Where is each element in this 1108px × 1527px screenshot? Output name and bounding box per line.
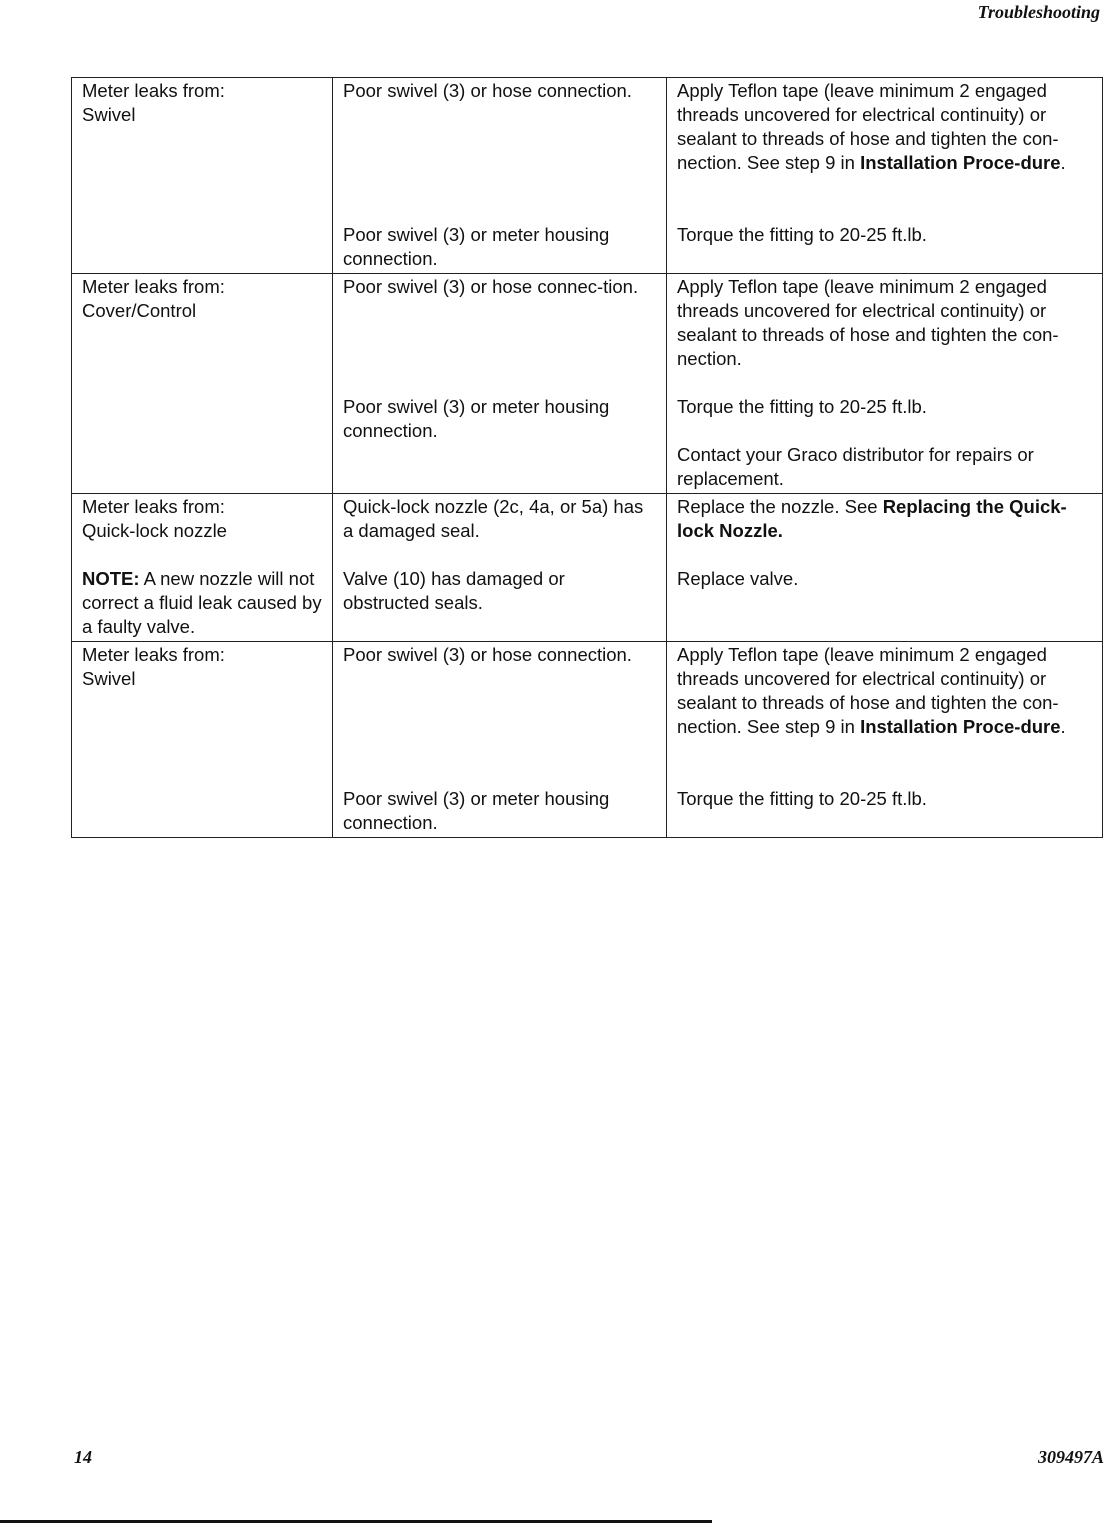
problem-cell (72, 642, 333, 838)
solution-text: Replace the nozzle. See Replacing the Quick-lock Nozzle. (677, 496, 1067, 541)
cause-cell (333, 494, 667, 642)
problem-cell (72, 274, 333, 494)
problem-text: Meter leaks from: Swivel (82, 80, 225, 125)
problem-cell (72, 494, 333, 642)
table-row (72, 642, 1103, 838)
reference-bold: Installation Proce-dure (860, 152, 1061, 173)
table-row (72, 274, 1103, 494)
problem-text: Meter leaks from: Cover/Control (82, 276, 225, 321)
cause-text: Poor swivel (3) or meter housing connection. (343, 224, 610, 269)
solution-cell (667, 494, 1103, 642)
note-text: NOTE: A new nozzle will not correct a fluid leak caused by a faulty valve. (82, 568, 322, 637)
cause-text: Quick-lock nozzle (2c, 4a, or 5a) has a damaged seal. (343, 496, 644, 541)
solution-text: Apply Teflon tape (leave minimum 2 engaged threads uncovered for electrical continuity) or sealant to threads of hose and tighten the con-nection. (677, 276, 1059, 369)
solution-cell (667, 274, 1103, 494)
cause-text: Poor swivel (3) or hose connection. (343, 80, 632, 101)
cause-cell (333, 642, 667, 838)
solution-text: Contact your Graco distributor for repairs or replacement. (677, 444, 1034, 489)
table-row (72, 78, 1103, 274)
cause-cell (333, 274, 667, 494)
solution-text: Apply Teflon tape (leave minimum 2 engaged threads uncovered for electrical continuity) or sealant to threads of hose and tighten the con-nection. See step 9 in Installation Proce-dure. (677, 644, 1066, 737)
cause-text: Poor swivel (3) or meter housing connection. (343, 788, 610, 833)
page-number: 14 (74, 1447, 92, 1467)
note-label: NOTE: (82, 568, 140, 589)
table-row (72, 494, 1103, 642)
solution-cell (667, 78, 1103, 274)
problem-text: Meter leaks from: Quick-lock nozzle (82, 496, 227, 541)
bottom-rule (0, 1520, 712, 1523)
solution-text: Apply Teflon tape (leave minimum 2 engaged threads uncovered for electrical continuity) or sealant to threads of hose and tighten the con-nection. See step 9 in Installation Proce-dure. (677, 80, 1066, 173)
cause-text: Valve (10) has damaged or obstructed seals. (343, 568, 565, 613)
cause-text: Poor swivel (3) or hose connec-tion. (343, 276, 639, 297)
solution-text: Torque the fitting to 20-25 ft.lb. (677, 788, 927, 809)
reference-bold: Installation Proce-dure (860, 716, 1061, 737)
cause-text: Poor swivel (3) or hose connection. (343, 644, 632, 665)
solution-text: Torque the fitting to 20-25 ft.lb. (677, 224, 927, 245)
reference-bold: Replacing the Quick-lock Nozzle. (677, 496, 1067, 541)
troubleshooting-table (71, 77, 1103, 838)
problem-cell (72, 78, 333, 274)
solution-text: Replace valve. (677, 568, 799, 589)
cause-text: Poor swivel (3) or meter housing connection. (343, 396, 610, 441)
document-number: 309497A (1037, 1447, 1104, 1467)
page-header-title: Troubleshooting (977, 2, 1100, 22)
solution-text: Torque the fitting to 20-25 ft.lb. (677, 396, 927, 417)
solution-cell (667, 642, 1103, 838)
cause-cell (333, 78, 667, 274)
problem-text: Meter leaks from: Swivel (82, 644, 225, 689)
